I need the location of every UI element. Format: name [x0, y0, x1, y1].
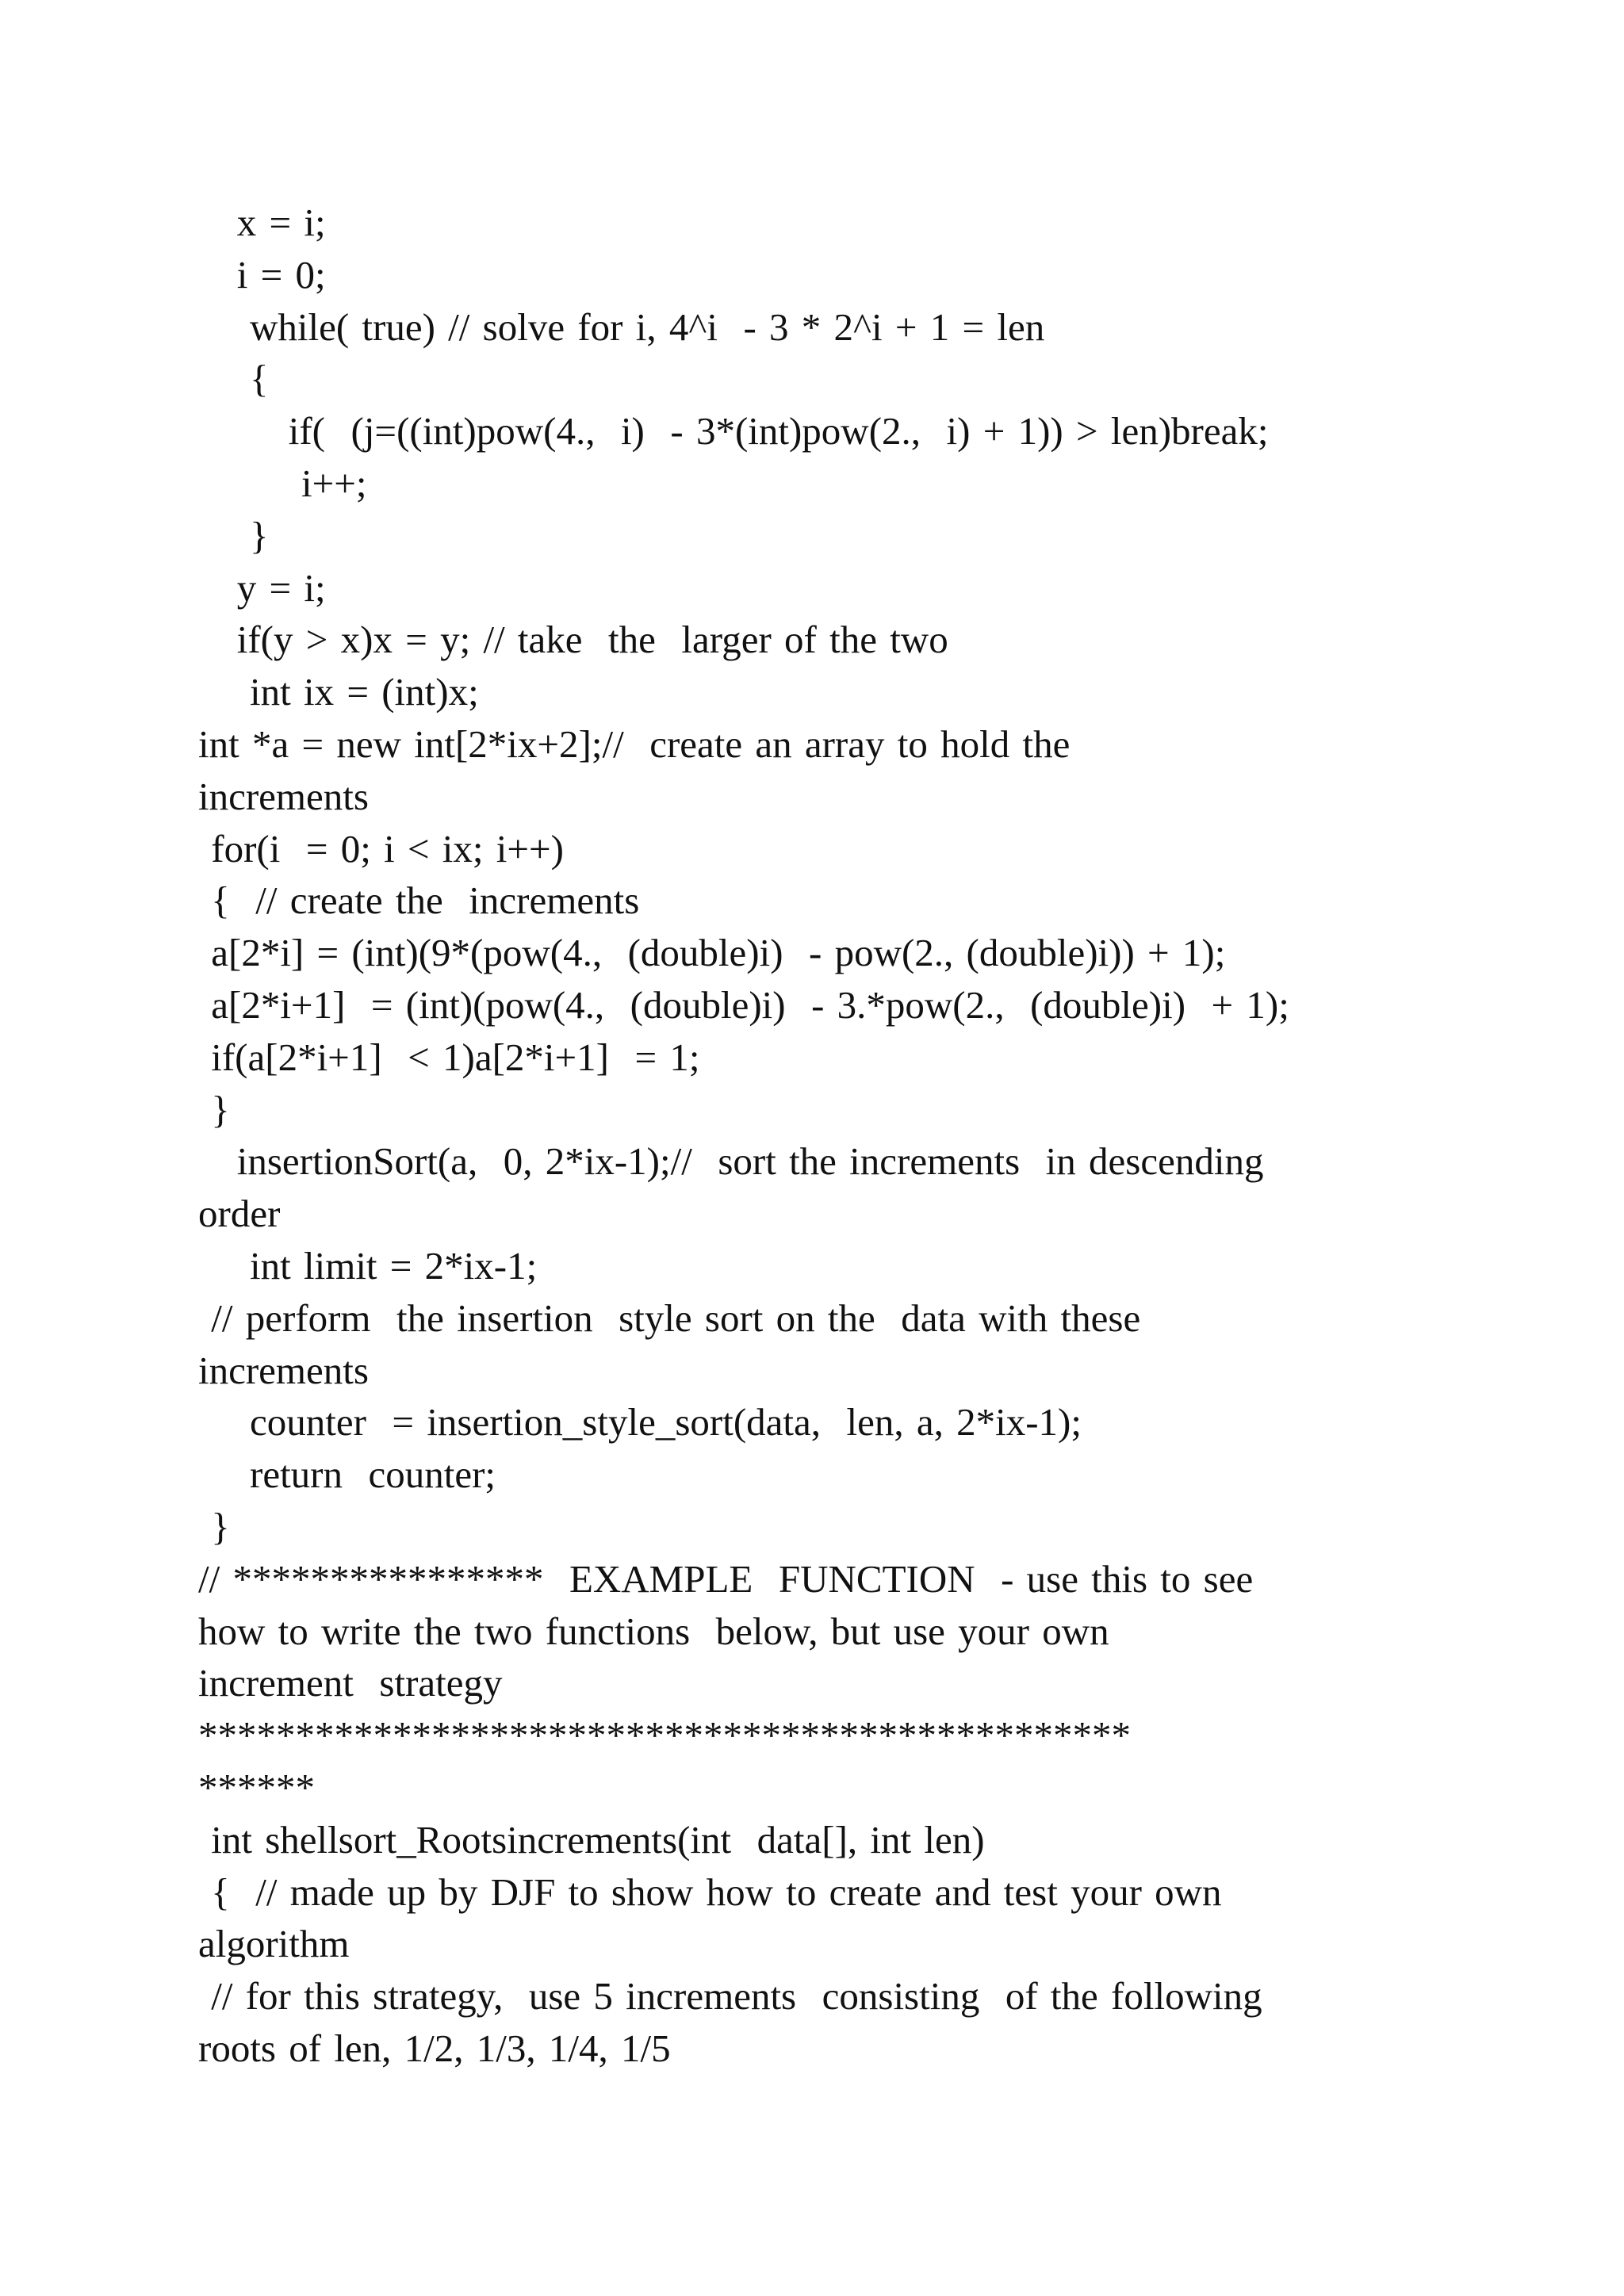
code-line: // **************** EXAMPLE FUNCTION - use this to see	[198, 1556, 1254, 1601]
code-line: x = i;	[198, 201, 326, 244]
code-line: if(y > x)x = y; // take the larger of the two	[198, 618, 948, 662]
code-line: for(i = 0; i < ix; i++)	[198, 826, 564, 871]
code-line: }	[198, 1087, 230, 1131]
code-line: i = 0;	[198, 252, 326, 297]
code-line: increments	[198, 774, 369, 818]
code-line: int ix = (int)x;	[198, 670, 479, 714]
code-line: if(a[2*i+1] < 1)a[2*i+1] = 1;	[198, 1035, 700, 1079]
code-line: // for this strategy, use 5 increments consisting of the following	[198, 1974, 1262, 2019]
code-line: // perform the insertion style sort on the data with these	[198, 1295, 1141, 1340]
code-line: ************************************************	[198, 1713, 1131, 1758]
code-line: how to write the two functions below, but use your own	[198, 1609, 1109, 1653]
code-line: while( true) // solve for i, 4^i - 3 * 2^i + 1 = len	[198, 304, 1045, 349]
code-line: roots of len, 1/2, 1/3, 1/4, 1/5	[198, 2026, 671, 2070]
code-text-block	[198, 197, 1435, 2075]
code-line: a[2*i] = (int)(9*(pow(4., (double)i) - pow(2., (double)i)) + 1);	[198, 931, 1226, 975]
code-line: int limit = 2*ix-1;	[198, 1243, 538, 1288]
code-line: }	[198, 1504, 230, 1548]
code-line: {	[198, 357, 269, 401]
code-line: order	[198, 1192, 281, 1236]
code-line: int *a = new int[2*ix+2];// create an array to hold the	[198, 721, 1071, 766]
code-line: int shellsort_Rootsincrements(int data[], int len)	[198, 1817, 985, 1862]
code-line: i++;	[198, 461, 367, 505]
code-line: { // made up by DJF to show how to create and test your own	[198, 1869, 1222, 1914]
code-line: y = i;	[198, 565, 326, 610]
code-line: }	[198, 513, 269, 557]
code-line: insertionSort(a, 0, 2*ix-1);// sort the increments in descending	[198, 1139, 1264, 1184]
code-line: if( (j=((int)pow(4., i) - 3*(int)pow(2., i) + 1)) > len)break;	[198, 409, 1269, 453]
code-line: a[2*i+1] = (int)(pow(4., (double)i) - 3.*pow(2., (double)i) + 1);	[198, 982, 1289, 1027]
code-line: { // create the increments	[198, 878, 640, 923]
code-line: ******	[198, 1765, 315, 1809]
code-line: counter = insertion_style_sort(data, len, a, 2*ix-1);	[198, 1400, 1082, 1445]
code-line: increment strategy	[198, 1661, 503, 1705]
code-line: increments	[198, 1348, 369, 1392]
code-line: return counter;	[198, 1452, 496, 1497]
code-line: algorithm	[198, 1922, 350, 1966]
